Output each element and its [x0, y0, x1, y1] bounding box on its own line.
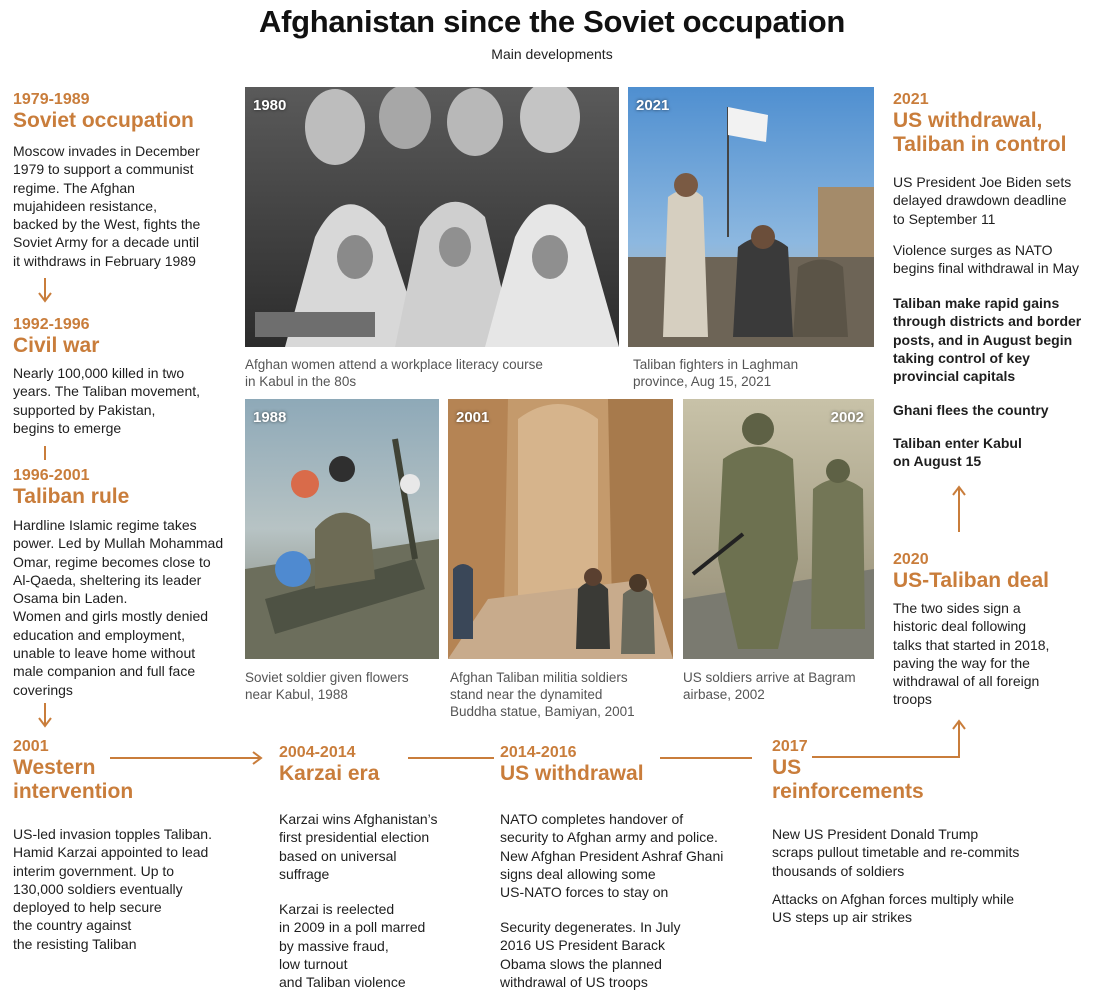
soviet-year: 1979-1989	[13, 91, 90, 108]
deal-heading: US-Taliban deal	[893, 569, 1049, 592]
photo-year-label: 1980	[253, 97, 287, 114]
arrow-down-icon	[37, 278, 53, 304]
western-heading: Western intervention	[13, 756, 134, 803]
control-text-gains: Taliban make rapid gains through districts and border posts, and in August begin taking control of key provincial capitals	[893, 295, 1082, 385]
control-text-kabul: Taliban enter Kabul on August 15	[893, 435, 1022, 470]
deal-year: 2020	[893, 551, 929, 568]
taliban-rule-heading: Taliban rule	[13, 485, 130, 508]
photo-women-literacy	[245, 87, 619, 347]
photo-us-soldiers	[683, 399, 874, 659]
photo-year-label: 2021	[636, 97, 670, 114]
photo-caption: Soviet soldier given flowers near Kabul, 1988	[245, 670, 409, 702]
karzai-text-reelected: Karzai is reelected in 2009 in a poll marred by massive fraud, low turnout and Taliban violence	[279, 901, 426, 991]
arrow-up-icon	[951, 718, 967, 758]
photo-caption: Taliban fighters in Laghman province, Aug 15, 2021	[633, 357, 799, 389]
connector-line	[660, 757, 752, 759]
taliban-rule-year: 1996-2001	[13, 467, 90, 484]
soviet-text: Moscow invades in December 1979 to support a communist regime. The Afghan mujahideen resistance, backed by the West, fights the Soviet Army for a decade until it withdraws in February 1989	[13, 143, 201, 269]
karzai-text-election: Karzai wins Afghanistan’s first presidential election based on universal suffrage	[279, 811, 438, 882]
reinforcements-year: 2017	[772, 738, 808, 755]
photo-taliban-image	[628, 87, 874, 347]
deal-text: The two sides sign a historic deal following talks that started in 2018, paving the way for the withdrawal of all foreign troops	[893, 600, 1050, 708]
photo-soviet-image	[245, 399, 439, 659]
connector-line	[44, 446, 46, 460]
photo-soviet-soldier	[245, 399, 439, 659]
arrow-right-icon	[110, 750, 266, 766]
photo-year-label: 2002	[830, 409, 864, 426]
control-text-biden: US President Joe Biden sets delayed drawdown deadline to September 11	[893, 174, 1072, 227]
western-text: US-led invasion topples Taliban. Hamid Karzai appointed to lead interim government. Up to 130,000 soldiers eventually deployed to help secure the country against the resisting Taliban	[13, 826, 212, 952]
taliban-rule-text: Hardline Islamic regime takes power. Led by Mullah Mohammad Omar, regime becomes close to Al-Qaeda, sheltering its leader Osama bin Laden. Women and girls mostly denied education and employment, unable to leave home without male companion and full face coverings	[13, 517, 224, 698]
photo-caption: US soldiers arrive at Bagram airbase, 2002	[683, 670, 856, 702]
us-withdrawal-heading: US withdrawal	[500, 762, 644, 785]
arrow-up-icon	[951, 484, 967, 532]
civil-war-year: 1992-1996	[13, 316, 90, 333]
civil-war-text: Nearly 100,000 killed in two years. The Taliban movement, supported by Pakistan, begins to emerge	[13, 365, 201, 436]
photo-us-soldiers-image	[683, 399, 874, 659]
us-withdrawal-year: 2014-2016	[500, 744, 577, 761]
control-heading: US withdrawal, Taliban in control	[893, 109, 1067, 156]
photo-year-label: 2001	[456, 409, 490, 426]
arrow-down-icon	[37, 703, 53, 729]
connector-line	[408, 757, 494, 759]
control-year: 2021	[893, 91, 929, 108]
control-text-violence: Violence surges as NATO begins final withdrawal in May	[893, 242, 1079, 277]
reinforcements-text-attacks: Attacks on Afghan forces multiply while US steps up air strikes	[772, 891, 1015, 926]
us-withdrawal-text-security: Security degenerates. In July 2016 US President Barack Obama slows the planned withdrawal of US troops	[500, 919, 681, 990]
page-title: Afghanistan since the Soviet occupation	[258, 4, 845, 39]
karzai-year: 2004-2014	[279, 744, 356, 761]
photo-caption: Afghan Taliban militia soldiers stand near the dynamited Buddha statue, Bamiyan, 2001	[450, 670, 635, 719]
photo-caption: Afghan women attend a workplace literacy course in Kabul in the 80s	[245, 357, 543, 389]
western-year: 2001	[13, 738, 49, 755]
us-withdrawal-text-handover: NATO completes handover of security to Afghan army and police. New Afghan President Ashraf Ghani signs deal allowing some US-NATO forces to stay on	[500, 811, 724, 901]
control-text-ghani: Ghani flees the country	[893, 402, 1049, 418]
reinforcements-text-trump: New US President Donald Trump scraps pullout timetable and re-commits thousands of soldiers	[772, 826, 1020, 879]
photo-women-image	[245, 87, 619, 347]
photo-bamiyan-image	[448, 399, 673, 659]
photo-year-label: 1988	[253, 409, 287, 426]
reinforcements-heading: US reinforcements	[772, 756, 924, 803]
photo-taliban-laghman	[628, 87, 874, 347]
civil-war-heading: Civil war	[13, 334, 100, 357]
photo-bamiyan	[448, 399, 673, 659]
soviet-heading: Soviet occupation	[13, 109, 194, 132]
connector-line	[812, 756, 960, 758]
page-subtitle: Main developments	[491, 46, 613, 62]
karzai-heading: Karzai era	[279, 762, 380, 785]
